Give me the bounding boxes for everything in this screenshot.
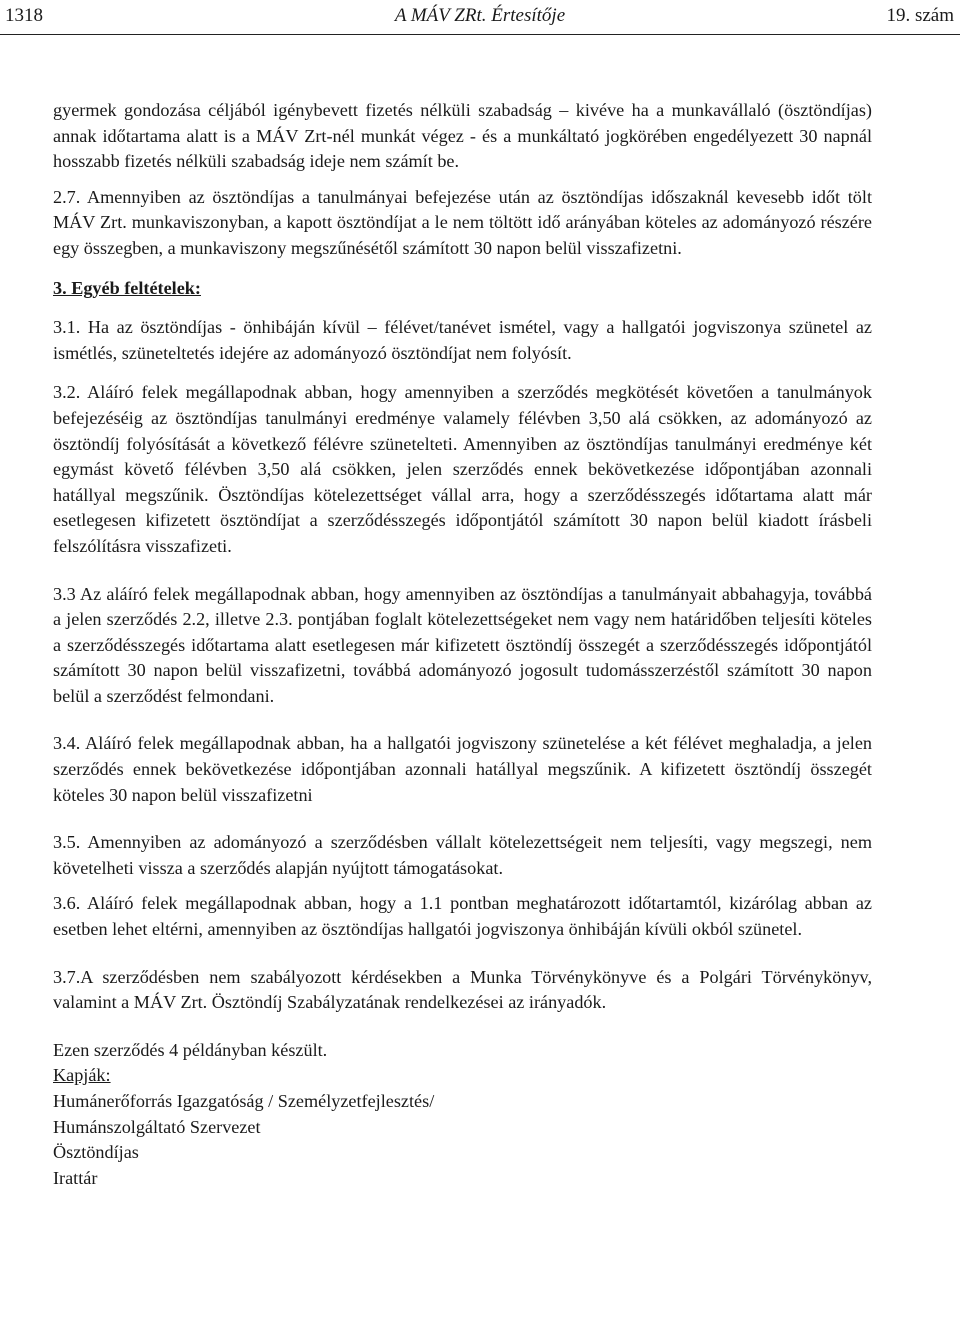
paragraph-3-2: 3.2. Aláíró felek megállapodnak abban, hogy amennyiben a szerződés megkötését követően a tanulmányok befejezéséig az ösztöndíjas tanulmányi eredménye valamely félévben 3,50 alá csökken, az adományozó az ösztöndíj folyósítását a következő félévre szünetelteti. Amennyiben az ösztöndíjas tanulmányi eredménye két egymást követő félévben 3,50 alá csökken, jelen szerződés ennek bekövetkezése időpontjában azonnali hatállyal megszűnik. Ösztöndíjas kötelezettséget vállal arra, hogy a szerződésszegés időtartama alatt már esetlegesen kifizetett ösztöndíjat a szerződésszegés időpontjától számított 30 napon belül kiadott írásbeli felszólításra visszafizeti.: [53, 382, 872, 556]
publication-title: A MÁV ZRt. Értesítője: [394, 5, 566, 26]
copies-note: Ezen szerződés 4 példányban készült.: [53, 1039, 328, 1060]
closing-block: [53, 1038, 872, 1192]
document-body: [53, 98, 872, 1191]
paragraph-2-7: 2.7. Amennyiben az ösztöndíjas a tanulmányai befejezése után az ösztöndíjas időszaknál kevesebb időt tölt MÁV Zrt. munkaviszonyban, a kapott ösztöndíjat a le nem töltött idő arányában köteles az adományozó részére egy összegben, a munkaviszony megszűnésétől számított 30 napon belül visszafizetni.: [53, 186, 872, 258]
recipient-item: Humánerőforrás Igazgatóság / Személyzetfejlesztés/: [53, 1091, 435, 1111]
paragraph-3-5: 3.5. Amennyiben az adományozó a szerződésben vállalt kötelezettségeit nem teljesíti, vagy megszegi, nem követelheti vissza a szerződés alapján nyújtott támogatásokat.: [53, 832, 872, 878]
recipient-item: Humánszolgáltató Szervezet: [53, 1116, 261, 1137]
paragraph-3-7: 3.7.A szerződésben nem szabályozott kérdésekben a Munka Törvénykönyve és a Polgári Törvénykönyv, valamint a MÁV Zrt. Ösztöndíj Szabályzatának rendelkezései az irányadók.: [53, 966, 872, 1013]
header-divider: [0, 34, 960, 35]
paragraph-3-6: 3.6. Aláíró felek megállapodnak abban, hogy a 1.1 pontban meghatározott időtartamtól, kizárólag abban az esetben lehet eltérni, amennyiben az ösztöndíjas hallgatói jogviszonya önhibáján kívüli okból szünetel.: [53, 893, 872, 940]
paragraph-3-1: 3.1. Ha az ösztöndíjas - önhibáján kívül – félévet/tanévet ismétel, vagy a hallgatói jogviszonya szünetel az ismétlés, szüneteltetés idejére az adományozó ösztöndíjat nem folyósít.: [53, 317, 872, 363]
recipient-item: Irattár: [53, 1167, 98, 1188]
paragraph-3-3: 3.3 Az aláíró felek megállapodnak abban, hogy amennyiben az ösztöndíjas a tanulmányait abbahagyja, továbbá a jelen szerződés 2.2, illetve 2.3. pontjában foglalt kötelezettségeket nem vagy nem határidőben teljesíti köteles a szerződésszegés időtartama alatt esetlegesen már kifizetett ösztöndíj összegét a szerződésszegés időpontjától számított 30 napon belül visszafizetni, továbbá adományozó jogosult tudomásszerzéstől számított 30 napon belül a szerződést felmondani.: [53, 583, 872, 706]
page-header: [0, 4, 960, 28]
page-number: 1318: [5, 5, 43, 26]
recipients-label: Kapják:: [53, 1065, 111, 1086]
paragraph-3-4: 3.4. Aláíró felek megállapodnak abban, ha a hallgatói jogviszony szünetelése a két félévet meghaladja, a jelen szerződés ennek bekövetkezése időpontjában azonnali hatállyal megszűnik. A kifizetett ösztöndíj összegét köteles 30 napon belül visszafizetni: [53, 733, 872, 805]
paragraph-continued: gyermek gondozása céljából igénybevett fizetés nélküli szabadság – kivéve ha a munkavállaló (ösztöndíjas) annak időtartama alatt is a MÁV Zrt-nél munkát végez - és a munkáltató jogkörében engedélyezett 30 napnál hosszabb fizetés nélküli szabadság ideje nem számít be.: [53, 100, 872, 172]
section-3-heading: 3. Egyéb feltételek:: [53, 277, 201, 298]
recipient-item: Ösztöndíjas: [53, 1142, 139, 1163]
issue-number: 19. szám: [886, 5, 954, 26]
